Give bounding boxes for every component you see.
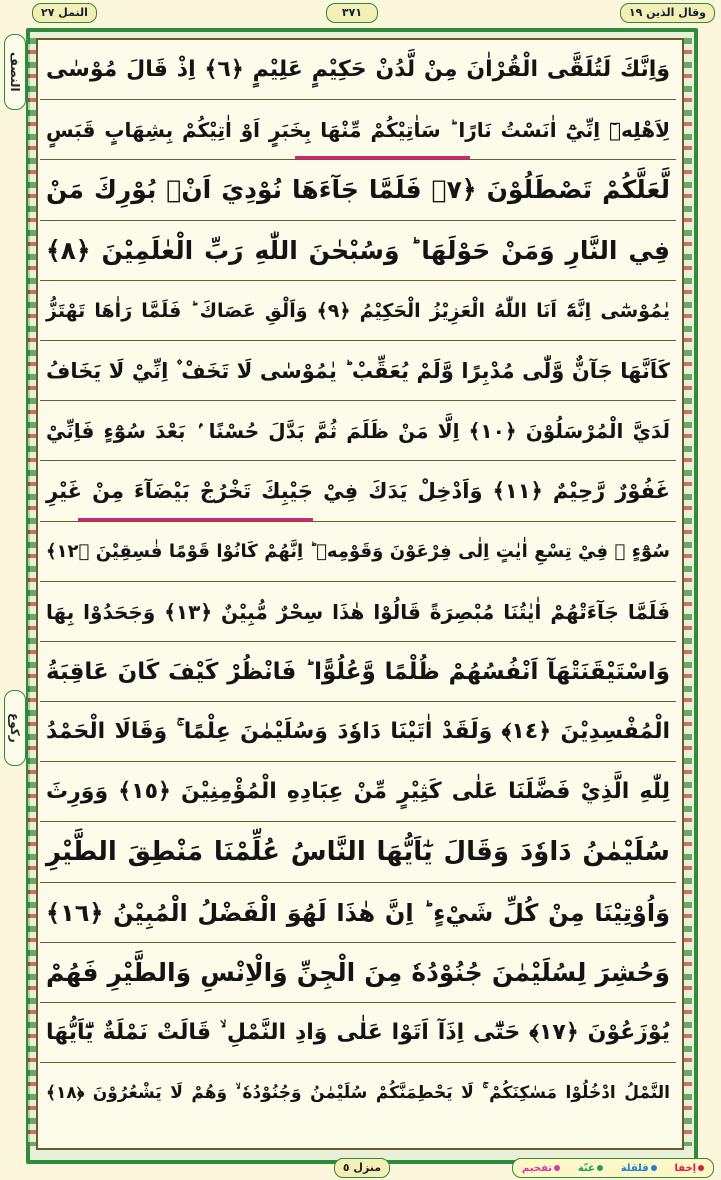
qalqala-dot-icon — [651, 1165, 657, 1171]
verse-line: وَاِنَّكَ لَتُلَقَّى الْقُرْاٰنَ مِنْ لَّدُنْ حَكِيْمٍ عَلِيْمٍ ﴿٦﴾ اِذْ قَالَ مُوْسٰى — [40, 40, 676, 100]
page-number: ٣٧١ — [326, 3, 378, 23]
verse-line: وَاُوْتِيْنَا مِنْ كُلِّ شَيْءٍ ؕ اِنَّ هٰذَا لَهُوَ الْفَضْلُ الْمُبِيْنُ ﴿١٦﴾ — [40, 883, 676, 943]
verse-line: سُلَيْمٰنُ دَاوٗدَ وَقَالَ يٰٓاَيُّهَا النَّاسُ عُلِّمْنَا مَنْطِقَ الطَّيْرِ — [40, 822, 676, 882]
verse-line: وَاسْتَيْقَنَتْهَآ اَنْفُسُهُمْ ظُلْمًا وَّعُلُوًّا ؕ فَانْظُرْ كَيْفَ كَانَ عَاقِبَةُ — [40, 642, 676, 702]
sajda-underline — [78, 518, 313, 521]
tajweed-legend — [512, 1158, 714, 1178]
manzil-label: منزل ٥ — [334, 1158, 390, 1178]
verse-line: يُوْزَعُوْنَ ﴿١٧﴾ حَتّٰٓى اِذَآ اَتَوْا عَلٰى وَادِ النَّمْلِ ۙ قَالَتْ نَمْلَةٌ يّٰٓاَيُّهَا — [40, 1003, 676, 1063]
verse-line: غَفُوْرٌ رَّحِيْمٌ ﴿١١﴾ وَاَدْخِلْ يَدَكَ فِيْ جَيْبِكَ تَخْرُجْ بَيْضَآءَ مِنْ غَيْرِ — [40, 461, 676, 521]
nisf-marker: النصف — [4, 34, 26, 110]
verse-line: فَلَمَّا جَآءَتْهُمْ اٰيٰتُنَا مُبْصِرَةً قَالُوْا هٰذَا سِحْرٌ مُّبِيْنٌ ﴿١٣﴾ وَجَحَدُوْا بِهَا — [40, 582, 676, 642]
verse-line: لِلّٰهِ الَّذِيْ فَضَّلَنَا عَلٰى كَثِيْرٍ مِّنْ عِبَادِهِ الْمُؤْمِنِيْنَ ﴿١٥﴾ وَوَرِثَ — [40, 762, 676, 822]
ruku-marker: ركوع — [4, 690, 26, 766]
tafkhim-dot-icon — [554, 1165, 560, 1171]
verse-line: فِي النَّارِ وَمَنْ حَوْلَهَا ؕ وَسُبْحٰنَ اللّٰهِ رَبِّ الْعٰلَمِيْنَ ﴿٨﴾ — [40, 221, 676, 281]
verse-line: النَّمْلُ ادْخُلُوْا مَسٰكِنَكُمْ ۚ لَا يَحْطِمَنَّكُمْ سُلَيْمٰنُ وَجُنُوْدُهٗ ۙ وَهُمْ لَا يَشْعُرُوْنَ ﴿١٨﴾ — [46, 1083, 670, 1104]
surah-label: النمل ٢٧ — [32, 3, 97, 23]
sajda-underline — [295, 156, 470, 159]
juz-label: وقال الذين ١٩ — [620, 3, 715, 23]
verse-line: يٰمُوْسٰٓى اِنَّهٗٓ اَنَا اللّٰهُ الْعَزِيْزُ الْحَكِيْمُ ﴿٩﴾ وَاَلْقِ عَصَاكَ ؕ فَلَمَّا رَاٰهَا تَهْتَزُّ — [40, 281, 676, 341]
page-footer — [0, 1158, 721, 1180]
ghunna-dot-icon — [597, 1165, 603, 1171]
legend-item: اِخفا — [675, 1163, 705, 1174]
verse-line: سُوْٓءٍ ۫ فِيْ تِسْعِ اٰيٰتٍ اِلٰى فِرْعَوْنَ وَقَوْمِهٖ ؕ اِنَّهُمْ كَانُوْا قَوْمًا فٰسِقِيْنَ ﴿١٢﴾ — [40, 522, 676, 582]
verse-line: كَاَنَّهَا جَآنٌّ وَّلّٰى مُدْبِرًا وَّلَمْ يُعَقِّبْ ؕ يٰمُوْسٰى لَا تَخَفْ ۫ اِنِّيْ لَا يَخَافُ — [40, 341, 676, 401]
page-header — [0, 0, 721, 26]
legend-item: غنّة — [578, 1163, 603, 1174]
verse-line: لِاَهْلِهٖٓ اِنِّيْٓ اٰنَسْتُ نَارًا ؕ سَاٰتِيْكُمْ مِّنْهَا بِخَبَرٍ اَوْ اٰتِيْكُمْ بِشِهَابٍ قَبَسٍ — [40, 100, 676, 160]
verse-line: الْمُفْسِدِيْنَ ﴿١٤﴾ وَلَقَدْ اٰتَيْنَا دَاوٗدَ وَسُلَيْمٰنَ عِلْمًا ۚ وَقَالَا الْحَمْدُ — [40, 702, 676, 762]
verse-line: لَّعَلَّكُمْ تَصْطَلُوْنَ ﴿٧﴾ فَلَمَّا جَآءَهَا نُوْدِيَ اَنْۢ بُوْرِكَ مَنْ — [40, 160, 676, 220]
verse-line: وَحُشِرَ لِسُلَيْمٰنَ جُنُوْدُهٗ مِنَ الْجِنِّ وَالْاِنْسِ وَالطَّيْرِ فَهُمْ — [40, 943, 676, 1003]
legend-item: قلقلة — [621, 1163, 657, 1174]
ikhfa-dot-icon — [698, 1165, 704, 1171]
verse-line: لَدَيَّ الْمُرْسَلُوْنَ ﴿١٠﴾ اِلَّا مَنْ ظَلَمَ ثُمَّ بَدَّلَ حُسْنًا ۢ بَعْدَ سُوْٓءٍ فَاِنِّيْ — [40, 401, 676, 461]
legend-item: تفخيم — [522, 1163, 560, 1174]
verse-lines — [40, 40, 676, 1144]
